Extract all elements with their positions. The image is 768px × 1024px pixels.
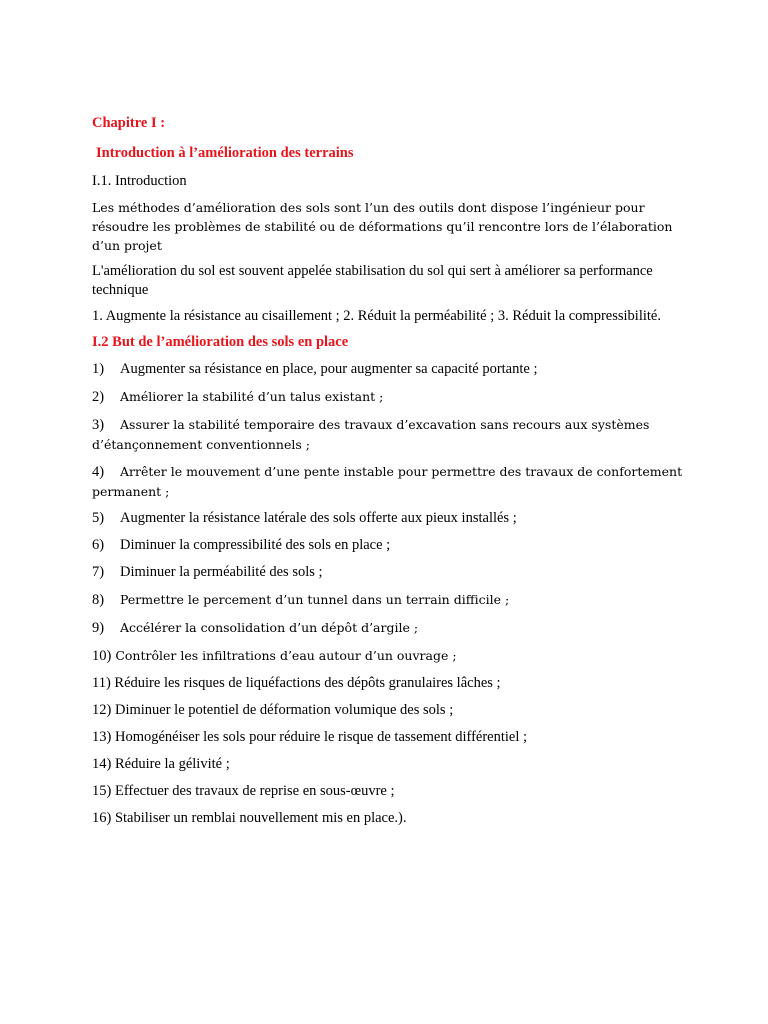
list-item: [92, 755, 692, 774]
list-item-number: 8): [92, 592, 105, 608]
paragraph-stabilisation: L'amélioration du sol est souvent appelée stabilisation du sol qui sert à améliorer sa performance technique: [92, 263, 653, 298]
list-item: [92, 618, 692, 638]
list-item-text: Diminuer la compressibilité des sols en place ;: [120, 537, 391, 553]
list-item: [92, 462, 692, 501]
list-item-text: Contrôler les infiltrations d’eau autour d’un ouvrage ;: [115, 648, 457, 663]
list-item: [92, 674, 692, 693]
list-item: [92, 536, 692, 555]
list-item-text: Diminuer le potentiel de déformation volumique des sols ;: [114, 702, 454, 718]
list-item-number: 10): [92, 648, 112, 664]
list-item-number: 3): [92, 417, 105, 433]
intro-paragraph: Les méthodes d’amélioration des sols sont l’un des outils dont dispose l’ingénieur pour résoudre les problèmes de stabilité ou de déformations qu’il rencontre lors de l’élaboration d’un projet: [92, 200, 673, 253]
list-item-number: 11): [92, 675, 111, 691]
list-item: [92, 590, 692, 610]
list-item: [92, 415, 692, 454]
list-item-number: 16): [92, 810, 112, 826]
list-item-text: Augmenter la résistance latérale des sols offerte aux pieux installés ;: [120, 510, 517, 526]
list-item: [92, 509, 692, 528]
intro-heading: I.1. Introduction: [92, 173, 187, 189]
list-item-text: Assurer la stabilité temporaire des travaux d’excavation sans recours aux systèmes d’étançonnement conventionnels ;: [92, 417, 650, 452]
list-item-text: Augmenter sa résistance en place, pour augmenter sa capacité portante ;: [120, 361, 538, 377]
document-page: [92, 113, 692, 828]
list-item-text: Diminuer la perméabilité des sols ;: [120, 564, 323, 580]
list-item-number: 5): [92, 510, 105, 526]
list-item-text: Améliorer la stabilité d’un talus existant ;: [120, 389, 384, 404]
list-item-text: Réduire les risques de liquéfactions des dépôts granulaires lâches ;: [114, 675, 501, 691]
list-item-number: 13): [92, 729, 112, 745]
section-heading: I.2 But de l’amélioration des sols en place: [92, 334, 349, 350]
paragraph-effects: 1. Augmente la résistance au cisaillement ; 2. Réduit la perméabilité ; 3. Réduit la compressibilité.: [92, 308, 661, 324]
list-item-text: Homogénéiser les sols pour réduire le risque de tassement différentiel ;: [114, 729, 528, 745]
list-item: [92, 646, 692, 666]
list-item-text: Arrêter le mouvement d’une pente instable pour permettre des travaux de confortement permanent ;: [92, 464, 683, 499]
list-item-number: 1): [92, 361, 105, 377]
list-item: [92, 701, 692, 720]
list-item-text: Permettre le percement d’un tunnel dans un terrain difficile ;: [120, 592, 510, 607]
chapter-label: Chapitre I :: [92, 115, 166, 131]
list-item-number: 4): [92, 464, 105, 480]
list-item: [92, 728, 692, 747]
list-item-number: 2): [92, 389, 105, 405]
list-item-number: 7): [92, 564, 105, 580]
list-item-text: Réduire la gélivité ;: [114, 756, 230, 772]
list-item-number: 12): [92, 702, 112, 718]
list-item: [92, 360, 692, 379]
list-item: [92, 387, 692, 407]
objectives-list: [92, 360, 692, 828]
list-item-text: Effectuer des travaux de reprise en sous-œuvre ;: [114, 783, 395, 799]
list-item: [92, 809, 692, 828]
list-item-number: 14): [92, 756, 112, 772]
list-item: [92, 563, 692, 582]
list-item-number: 9): [92, 620, 105, 636]
list-item-text: Accélérer la consolidation d’un dépôt d’argile ;: [120, 620, 419, 635]
chapter-title: Introduction à l’amélioration des terrains: [96, 145, 354, 161]
list-item-number: 6): [92, 537, 105, 553]
list-item-text: Stabiliser un remblai nouvellement mis en place.).: [114, 810, 407, 826]
list-item-number: 15): [92, 783, 112, 799]
list-item: [92, 782, 692, 801]
